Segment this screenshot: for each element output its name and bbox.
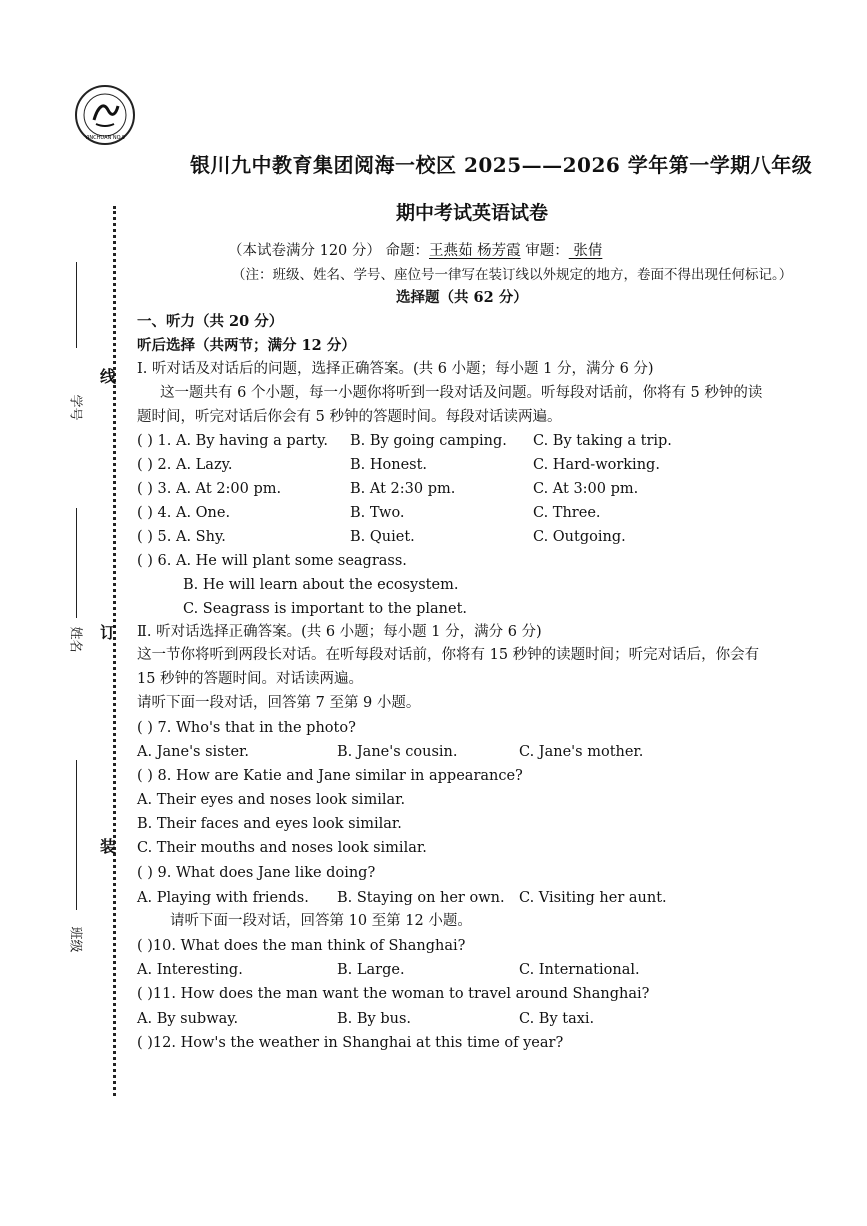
class-label: 班级 bbox=[67, 926, 83, 953]
exam-note: （注：班级、姓名、学号、座位号一律写在装订线以外规定的地方，卷面不得出现任何标记。） bbox=[232, 267, 793, 283]
sec2-desc-line2: 15 秒钟的答题时间。对话读两遍。 bbox=[137, 671, 364, 687]
school-seal-logo bbox=[74, 84, 136, 146]
section-choice-heading: 选择题（共 62 分） bbox=[396, 289, 528, 306]
authors: 王燕茹 杨芳霞 bbox=[429, 243, 521, 259]
part1-heading: 一、听力（共 20 分） bbox=[137, 313, 284, 330]
part1-subheading: 听后选择（共两节；满分 12 分） bbox=[137, 337, 356, 354]
q9-option-b: B. Staying on her own. bbox=[337, 890, 505, 906]
q12-question: ( )12. How's the weather in Shanghai at this time of year? bbox=[137, 1035, 564, 1051]
q4-option-b: B. Two. bbox=[350, 505, 405, 521]
exam-title-line1: 银川九中教育集团阅海一校区 2025——2026 学年第一学期八年级 bbox=[190, 153, 813, 177]
q7-option-b: B. Jane's cousin. bbox=[337, 744, 458, 760]
q10-option-b: B. Large. bbox=[337, 962, 405, 978]
q7-option-a: A. Jane's sister. bbox=[137, 744, 249, 760]
q11-option-b: B. By bus. bbox=[337, 1011, 412, 1027]
meta-prefix: （本试卷满分 120 分） 命题： bbox=[228, 243, 430, 259]
q9-option-c: C. Visiting her aunt. bbox=[519, 890, 667, 906]
q4-option-c: C. Three. bbox=[533, 505, 601, 521]
q7-question: ( ) 7. Who's that in the photo? bbox=[137, 720, 356, 736]
q8-option-b: B. Their faces and eyes look similar. bbox=[137, 816, 402, 832]
binding-dotted-line bbox=[113, 206, 116, 1096]
q3-option-b: B. At 2:30 pm. bbox=[350, 481, 456, 497]
q4-option-a: ( ) 4. A. One. bbox=[137, 505, 231, 521]
dialog1-intro: 请听下面一段对话，回答第 7 至第 9 小题。 bbox=[137, 695, 421, 711]
q6-option-c: C. Seagrass is important to the planet. bbox=[183, 601, 468, 617]
margin-field-line-1 bbox=[76, 262, 77, 348]
q5-option-a: ( ) 5. A. Shy. bbox=[137, 529, 226, 545]
q1-option-c: C. By taking a trip. bbox=[533, 433, 672, 449]
q1-option-b: B. By going camping. bbox=[350, 433, 507, 449]
q8-question: ( ) 8. How are Katie and Jane similar in appearance? bbox=[137, 768, 523, 784]
dialog2-intro: 请听下面一段对话，回答第 10 至第 12 小题。 bbox=[170, 913, 472, 929]
q3-option-a: ( ) 3. A. At 2:00 pm. bbox=[137, 481, 282, 497]
q2-option-c: C. Hard-working. bbox=[533, 457, 660, 473]
q9-option-a: A. Playing with friends. bbox=[137, 890, 309, 906]
sec1-desc-line1: 这一题共有 6 个小题，每一小题你将听到一段对话及问题。听每段对话前，你将有 5 秒钟的读 bbox=[160, 385, 763, 401]
q7-option-c: C. Jane's mother. bbox=[519, 744, 644, 760]
q6-option-a: ( ) 6. A. He will plant some seagrass. bbox=[137, 553, 407, 569]
q8-option-c: C. Their mouths and noses look similar. bbox=[137, 840, 427, 856]
student-name-label: 姓名 bbox=[67, 626, 83, 653]
q3-option-c: C. At 3:00 pm. bbox=[533, 481, 639, 497]
margin-field-line-2 bbox=[76, 508, 77, 618]
q5-option-c: C. Outgoing. bbox=[533, 529, 626, 545]
binding-char-xian: 线 bbox=[100, 367, 117, 386]
sec1-title: Ⅰ. 听对话及对话后的问题，选择正确答案。(共 6 小题；每小题 1 分，满分 6 分) bbox=[137, 361, 654, 377]
q2-option-a: ( ) 2. A. Lazy. bbox=[137, 457, 233, 473]
q11-question: ( )11. How does the man want the woman to travel around Shanghai? bbox=[137, 986, 650, 1002]
binding-char-ding: 订 bbox=[100, 623, 117, 642]
q2-option-b: B. Honest. bbox=[350, 457, 428, 473]
q10-question: ( )10. What does the man think of Shanghai? bbox=[137, 938, 466, 954]
svg-text:YINCHUAN NO.9: YINCHUAN NO.9 bbox=[84, 135, 126, 141]
q11-option-c: C. By taxi. bbox=[519, 1011, 595, 1027]
sec1-desc-line2: 题时间，听完对话后你会有 5 秒钟的答题时间。每段对话读两遍。 bbox=[137, 409, 562, 425]
q10-option-c: C. International. bbox=[519, 962, 640, 978]
q10-option-a: A. Interesting. bbox=[137, 962, 243, 978]
q6-option-b: B. He will learn about the ecosystem. bbox=[183, 577, 459, 593]
reviewer: 张倩 bbox=[568, 243, 603, 259]
binding-char-zhuang: 装 bbox=[100, 837, 117, 856]
sec2-desc-line1: 这一节你将听到两段长对话。在听每段对话前，你将有 15 秒钟的读题时间；听完对话后，你会有 bbox=[137, 647, 760, 663]
q9-question: ( ) 9. What does Jane like doing? bbox=[137, 865, 376, 881]
reviewer-label: 审题： bbox=[520, 243, 569, 259]
q8-option-a: A. Their eyes and noses look similar. bbox=[137, 792, 406, 808]
sec2-title: Ⅱ. 听对话选择正确答案。(共 6 小题；每小题 1 分，满分 6 分) bbox=[137, 624, 542, 640]
student-id-label: 学号 bbox=[67, 394, 83, 421]
margin-field-line-3 bbox=[76, 760, 77, 910]
q1-option-a: ( ) 1. A. By having a party. bbox=[137, 433, 328, 449]
q5-option-b: B. Quiet. bbox=[350, 529, 415, 545]
q11-option-a: A. By subway. bbox=[137, 1011, 239, 1027]
exam-meta bbox=[228, 242, 602, 260]
exam-title-line2: 期中考试英语试卷 bbox=[396, 202, 549, 224]
